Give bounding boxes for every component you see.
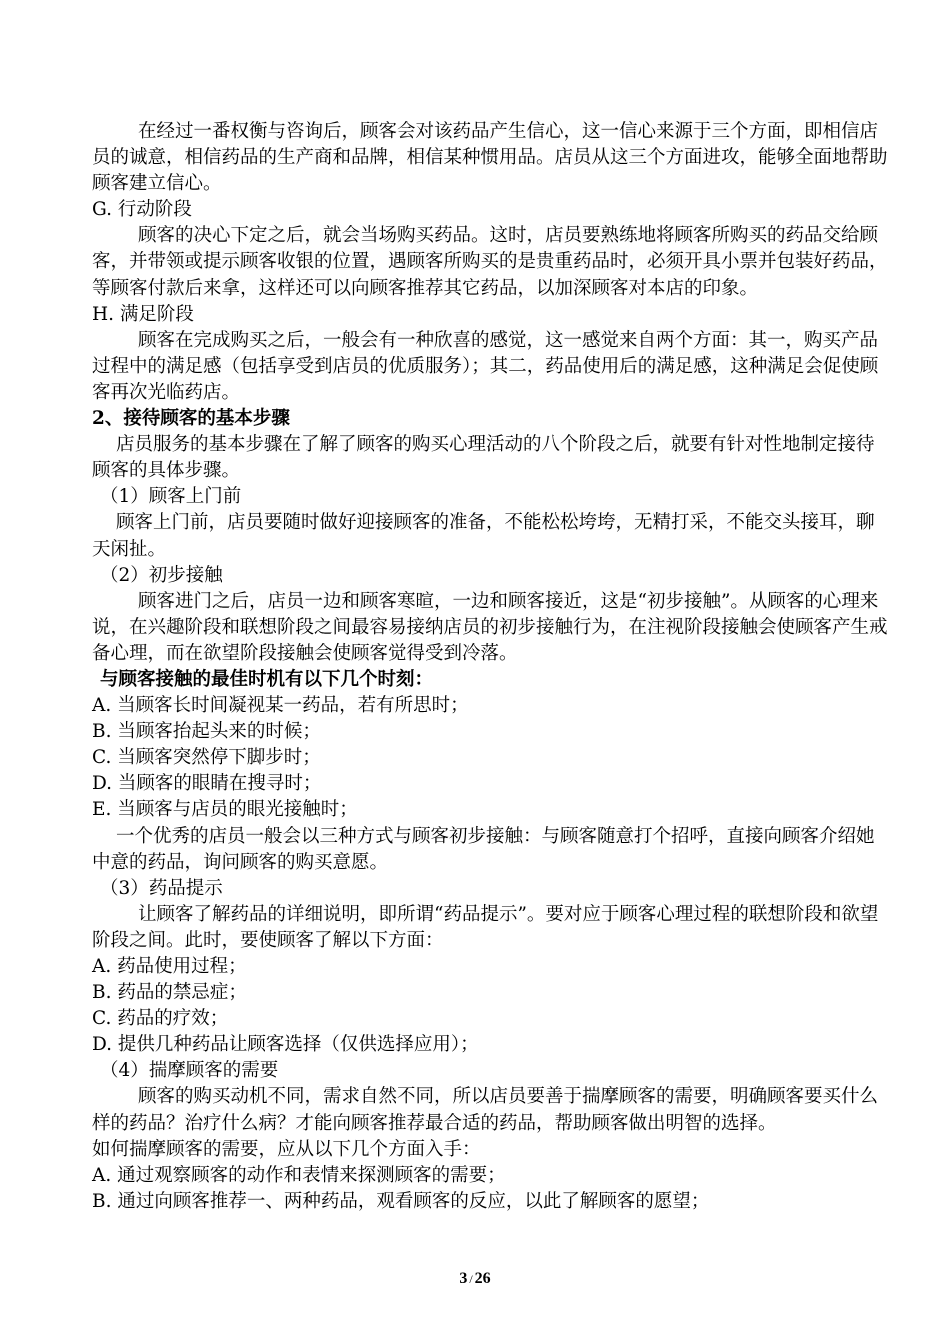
- step-2-heading: （2）初步接触: [100, 564, 223, 586]
- page-number: [0, 1270, 950, 1288]
- paragraph-how-to: 如何揣摩顾客的需要，应从以下几个方面入手：: [92, 1138, 481, 1160]
- page-separator: /: [469, 1272, 473, 1286]
- list-item: D. 当顾客的眼睛在搜寻时；: [92, 773, 322, 795]
- list-item: A. 通过观察顾客的动作和表情来探测顾客的需要；: [92, 1164, 506, 1186]
- paragraph-action: 顾客的决心下定之后，就会当场购买药品。这时，店员要熟练地将顾客所购买的药品交给顾客，并带领或提示顾客收银的位置，遇顾客所购买的是贵重药品时，必须开具小票并包装好药品，等顾客付款后来拿，这样还可以向顾客推荐其它药品，以加深顾客对本店的印象。: [92, 225, 888, 299]
- list-item: B. 药品的禁忌症；: [92, 982, 247, 1004]
- paragraph-product-hint: 让顾客了解药品的详细说明，即所谓“药品提示”。要对应于顾客心理过程的联想阶段和欲望阶段之间。此时，要使顾客了解以下方面：: [92, 903, 879, 951]
- list-item: E. 当顾客与店员的眼光接触时；: [92, 799, 358, 821]
- section-2-heading: 2、接待顾客的基本步骤: [92, 408, 290, 430]
- step-1-heading: （1）顾客上门前: [100, 486, 242, 508]
- paragraph-confidence: 在经过一番权衡与咨询后，顾客会对该药品产生信心，这一信心来源于三个方面，即相信店员的诚意，相信药品的生产商和品牌，相信某种惯用品。店员从这三个方面进攻，能够全面地帮助顾客建立信心。: [92, 121, 888, 195]
- paragraph-satisfaction: 顾客在完成购买之后，一般会有一种欣喜的感觉，这一感觉来自两个方面：其一，购买产品过程中的满足感（包括享受到店员的优质服务）；其二，药品使用后的满足感，这种满足会促使顾客再次光临药店。: [92, 329, 879, 403]
- list-item: A. 药品使用过程；: [92, 956, 247, 977]
- list-item: B. 当顾客抬起头来的时候；: [92, 721, 321, 743]
- list-item: C. 当顾客突然停下脚步时；: [92, 747, 321, 769]
- contact-timing-heading: 与顾客接触的最佳时机有以下几个时刻：: [100, 668, 434, 690]
- paragraph-initial-contact: 顾客进门之后，店员一边和顾客寒暄，一边和顾客接近，这是“初步接触”。从顾客的心理来说，在兴趣阶段和联想阶段之间最容易接纳店员的初步接触行为，在注视阶段接触会使顾客产生戒备心理，而在欲望阶段接触会使顾客觉得受到冷落。: [92, 590, 888, 664]
- section-g-heading: G. 行动阶段: [92, 199, 192, 221]
- list-item: D. 提供几种药品让顾客选择（仅供选择应用）；: [92, 1034, 479, 1056]
- paragraph-basic-steps: 店员服务的基本步骤在了解了顾客的购买心理活动的八个阶段之后，就要有针对性地制定接待顾客的具体步骤。: [92, 434, 875, 482]
- list-item: B. 通过向顾客推荐一、两种药品，观看顾客的反应，以此了解顾客的愿望；: [92, 1190, 710, 1212]
- section-h-heading: H. 满足阶段: [92, 303, 194, 325]
- paragraph-before-arrival: 顾客上门前，店员要随时做好迎接顾客的准备，不能松松垮垮，无精打采，不能交头接耳，聊天闲扯。: [92, 512, 875, 560]
- document-body: [92, 119, 892, 1215]
- step-4-heading: （4）揣摩顾客的需要: [100, 1060, 279, 1082]
- paragraph-needs: 顾客的购买动机不同，需求自然不同，所以店员要善于揣摩顾客的需要，明确顾客要买什么样的药品？治疗什么病？才能向顾客推荐最合适的药品，帮助顾客做出明智的选择。: [92, 1086, 879, 1134]
- list-item: C. 药品的疗效；: [92, 1008, 229, 1030]
- page-total: 26: [474, 1270, 491, 1287]
- paragraph-three-ways: 一个优秀的店员一般会以三种方式与顾客初步接触：与顾客随意打个招呼，直接向顾客介绍她中意的药品，询问顾客的购买意愿。: [92, 825, 875, 873]
- page-current: 3: [459, 1270, 468, 1287]
- step-3-heading: （3）药品提示: [100, 877, 223, 899]
- list-item: A. 当顾客长时间凝视某一药品，若有所思时；: [92, 695, 469, 717]
